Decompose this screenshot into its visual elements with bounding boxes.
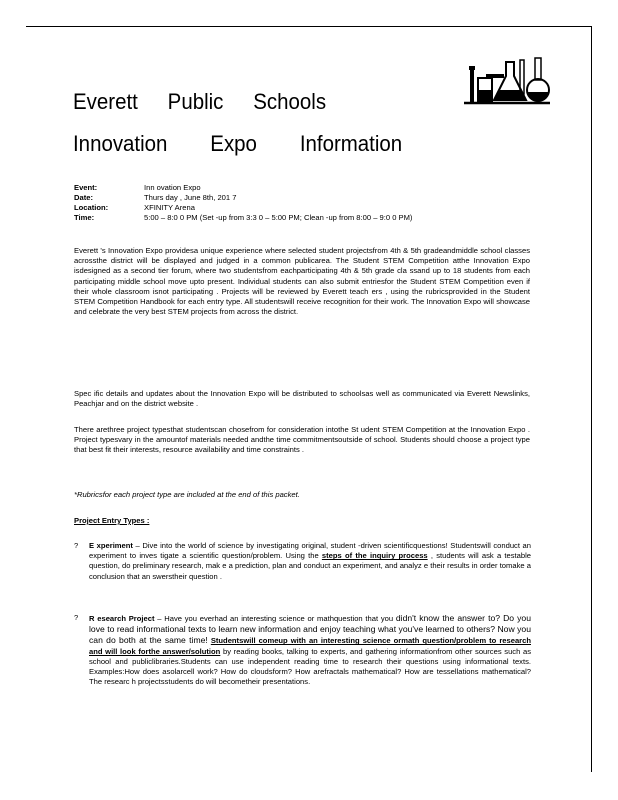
- research-underlined: Studentswill comeup with an interesting science ormath question/problem to research and will look forthe answer/solution: [89, 636, 531, 656]
- title-line-1: Everett Public Schools: [73, 89, 327, 114]
- date-label: Date:: [74, 193, 93, 202]
- experiment-term: E xperiment: [89, 541, 133, 550]
- event-details: [74, 183, 412, 223]
- lab-glassware-icon: [462, 56, 552, 106]
- time-label: Time:: [74, 213, 95, 222]
- updates-paragraph: Spec ific details and updates about the Innovation Expo will be distributed to schoolsas well as communicated via Everett Newslinks, Peachjar and on the district website .: [74, 389, 530, 409]
- inquiry-steps-link: steps of the inquiry process: [321, 551, 428, 561]
- research-term: R esearch Project: [89, 614, 155, 623]
- location-value: XFINITY Arena: [144, 203, 195, 212]
- time-value: 5:00 – 8:0 0 PM (Set -up from 3:3 0 – 5:00 PM; Clean -up from 8:00 – 9:0 0 PM): [144, 213, 413, 222]
- bullet-mark: ?: [74, 541, 79, 550]
- experiment-text-2: , students will ask a testable question, do preliminary research, mak e a prediction, plan and conduct an experiment, and analyz e their results in order tomake a conclusion that an swerstheir question .: [89, 551, 531, 581]
- project-entry-types-heading: Project Entry Types :: [74, 516, 150, 525]
- research-text-1: – Have you everhad an interesting science or mathquestion that you: [154, 614, 394, 623]
- date-row: [74, 193, 412, 203]
- date-value: Thurs day , June 8th, 201 7: [144, 193, 237, 202]
- intro-paragraph: Everett 's Innovation Expo providesa unique experience where selected student projectsfrom 4th & 5th gradeandmiddle school classes acrossthe district will be displayed and judged in a common publicarea. The Student STEM Competition atthe Innovation Expo isdesigned as a second tier forum, where two studentsfrom eachparticipating 4th & 5th grade cla ssand up to 18 students from each participating middle school move upto present. Individual students can also submit entriesfor the Student STEM Competition even if their whole classroom isnot participating . Projects will be reviewed by Everett teach ers , using the rubricsprovided in the Student STEM Competition Handbook for each entry type. All studentswill receive recognition for their work. The Innovation Expo will showcase and celebrate the very best STEM projects from across the district.: [74, 246, 530, 317]
- time-row: [74, 213, 412, 223]
- research-description: [89, 613, 531, 687]
- research-text-large: didn't know the answer to? Do you love to read informational texts to learn new information and enjoy teaching what you've learned to others? Now you can do both at the same time!: [89, 613, 531, 646]
- project-types-paragraph: There arethree project typesthat studentscan chosefrom for consideration intothe St udent STEM Competition at the Innovation Expo . Project typesvary in the amountof materials needed andthe time commitmentsoutside of school. Students should choose a project type that best fit their interests, resource availability and time constraints .: [74, 425, 530, 455]
- location-row: [74, 203, 412, 213]
- location-label: Location:: [74, 203, 109, 212]
- title-line-2: Innovation Expo Information: [73, 131, 403, 156]
- event-label: Event:: [74, 183, 98, 192]
- experiment-text-1: – Dive into the world of science by investigating original, student -driven scientificquestions! Studentswill conduct an experiment to inves tigate a scientific question/problem. Using the: [89, 541, 532, 561]
- event-row: [74, 183, 412, 193]
- bullet-mark: ?: [74, 613, 79, 622]
- event-value: Inn ovation Expo: [144, 183, 201, 192]
- experiment-description: [89, 541, 531, 582]
- rubrics-note: *Rubricsfor each project type are included at the end of this packet.: [74, 490, 300, 499]
- research-text-2: by reading books, talking to experts, and gathering informationfrom other sources such as school and publiclibraries.Students can use independent reading time to research their questions using informational texts. Examples:How does asolarcell work? How do cloudsform? How arefractals mathematical? How are tessellations mathematical? The researc h projectsstudents do will becometheir presentations.: [89, 646, 532, 687]
